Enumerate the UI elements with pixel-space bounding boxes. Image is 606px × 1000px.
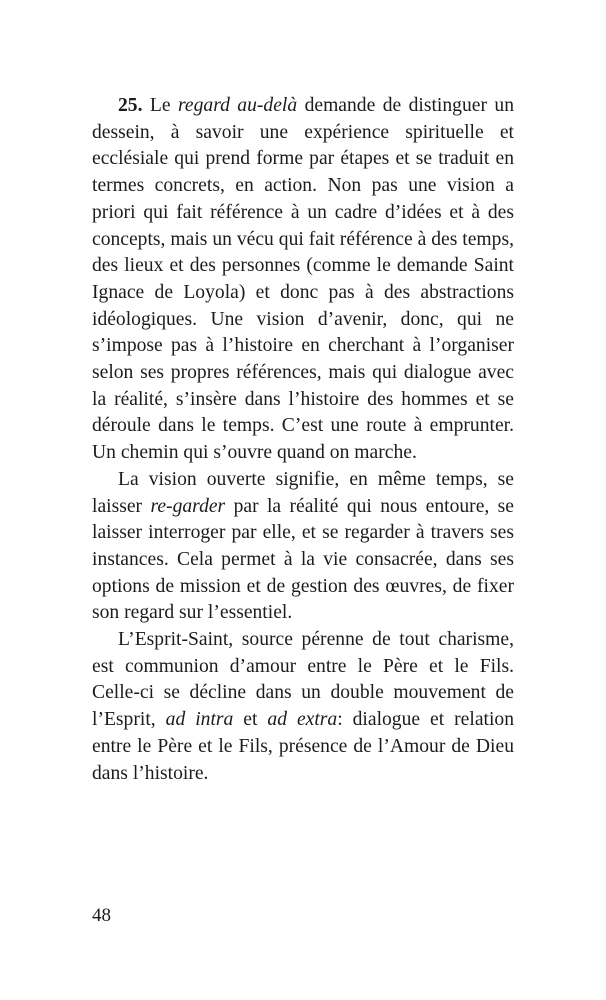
paragraph-text: : dialogue et relation entre le Père et le Fils, présence de l’Amour de Dieu dans l’histoire. bbox=[92, 709, 515, 784]
italic-term: ad extra bbox=[267, 709, 338, 731]
page-number: 48 bbox=[92, 905, 111, 926]
paragraph-open-vision bbox=[92, 467, 514, 627]
section-number: 25. bbox=[118, 95, 143, 116]
paragraph-text: Le bbox=[142, 95, 178, 116]
paragraph-text: La vision ouverte signifie, en même temps, se laisser bbox=[92, 468, 514, 517]
italic-term: re-garder bbox=[150, 495, 226, 517]
paragraph-text: demande de distinguer un dessein, à savoir une expérience spirituelle et ecclésiale qui prend forme par étapes et se traduit en termes concrets, en action. Non pas une vision a priori qui fait référence à un cadre d’idées et à des concepts, mais un vécu qui fait référence à des temps, des lieux et des personnes (comme le demande Saint Ignace de Loyola) et donc pas à des abstractions idéologiques. Une vision d’avenir, donc, qui ne s’impose pas à l’histoire en cherchant à l’organiser selon ses propres références, mais qui dialogue avec la réalité, s’insère dans l’histoire des hommes et se déroule dans le temps. C’est une route à emprunter. Un chemin qui s’ouvre quand on marche. bbox=[92, 95, 514, 464]
paragraph-holy-spirit bbox=[92, 627, 514, 787]
paragraph-25 bbox=[92, 93, 514, 467]
paragraph-text: et bbox=[233, 709, 268, 731]
italic-term: regard au-delà bbox=[178, 95, 298, 116]
paragraph-text: par la réalité qui nous entoure, se laisser interroger par elle, et se regarder à travers ses instances. Cela permet à la vie consacrée, dans ses options de mission et de gestion des œuvres, de fixer son regard sur l’essentiel. bbox=[92, 495, 514, 624]
italic-term: ad intra bbox=[165, 709, 234, 731]
paragraph-text: L’Esprit-Saint, source pérenne de tout charisme, est communion d’amour entre le Père et le Fils. Celle-ci se décline dans un double mouvement de l’Esprit, bbox=[92, 629, 514, 731]
page-body bbox=[92, 93, 514, 787]
